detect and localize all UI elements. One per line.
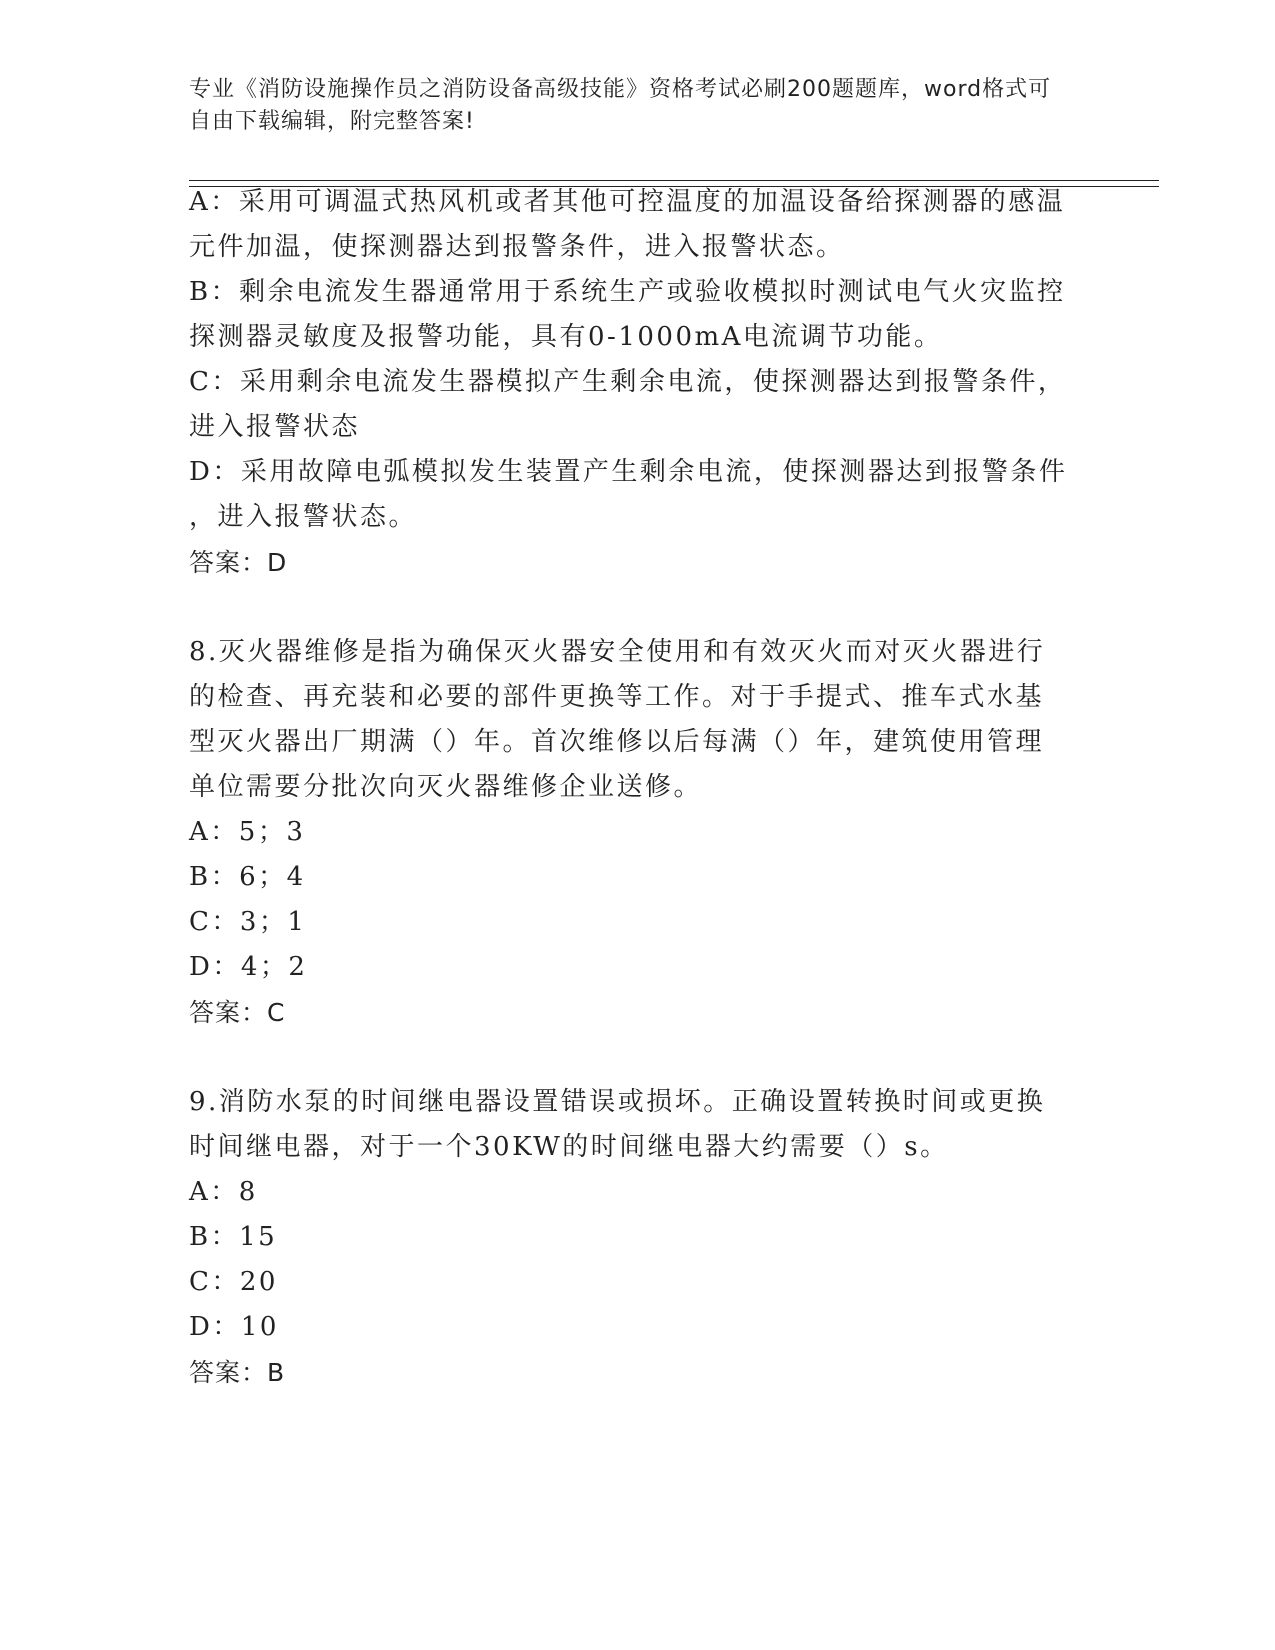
q9-option-a: A：8: [189, 1177, 258, 1207]
q8-stem-line: 单位需要分批次向灭火器维修企业送修。: [189, 772, 703, 802]
question-7-block: [189, 180, 1089, 585]
q8-option-b: B：6；4: [189, 862, 306, 892]
q8-option-a: A：5；3: [189, 817, 306, 847]
q9-option-d: D：10: [189, 1312, 279, 1342]
q7-option-line: D：采用故障电弧模拟发生装置产生剩余电流，使探测器达到报警条件: [189, 457, 1068, 487]
q7-option-line: B：剩余电流发生器通常用于系统生产或验收模拟时测试电气火灾监控: [189, 277, 1066, 307]
page-header: 专业《消防设施操作员之消防设备高级技能》资格考试必刷200题题库，word格式可自由下载编辑，附完整答案!: [189, 77, 1052, 134]
q8-option-d: D：4；2: [189, 952, 308, 982]
q8-stem-line: 的检查、再充装和必要的部件更换等工作。对于手提式、推车式水基: [189, 682, 1045, 712]
q9-answer: 答案：B: [189, 1358, 286, 1387]
q7-option-line: 元件加温，使探测器达到报警条件，进入报警状态。: [189, 232, 845, 262]
q8-stem-line: 8.灭火器维修是指为确保灭火器安全使用和有效灭火而对灭火器进行: [189, 637, 1046, 667]
question-9-block: [189, 1080, 1089, 1395]
q7-option-line: 进入报警状态: [189, 412, 361, 442]
question-8-block: [189, 630, 1089, 1035]
q7-option-line: C：采用剩余电流发生器模拟产生剩余电流，使探测器达到报警条件，: [189, 367, 1067, 397]
q7-option-line: ，进入报警状态。: [189, 502, 418, 532]
q9-option-c: C：20: [189, 1267, 278, 1297]
q7-option-line: 探测器灵敏度及报警功能，具有0-1000mA电流调节功能。: [189, 322, 943, 352]
q8-option-c: C：3；1: [189, 907, 307, 937]
q9-option-b: B：15: [189, 1222, 278, 1252]
q8-answer: 答案：C: [189, 998, 286, 1027]
q8-stem-line: 型灭火器出厂期满（）年。首次维修以后每满（）年，建筑使用管理: [189, 727, 1045, 757]
q9-stem-line: 时间继电器，对于一个30KW的时间继电器大约需要（）s。: [189, 1132, 949, 1162]
q9-stem-line: 9.消防水泵的时间继电器设置错误或损坏。正确设置转换时间或更换: [189, 1087, 1046, 1117]
q7-option-line: A：采用可调温式热风机或者其他可控温度的加温设备给探测器的感温: [189, 187, 1066, 217]
q7-answer: 答案：D: [189, 548, 288, 577]
